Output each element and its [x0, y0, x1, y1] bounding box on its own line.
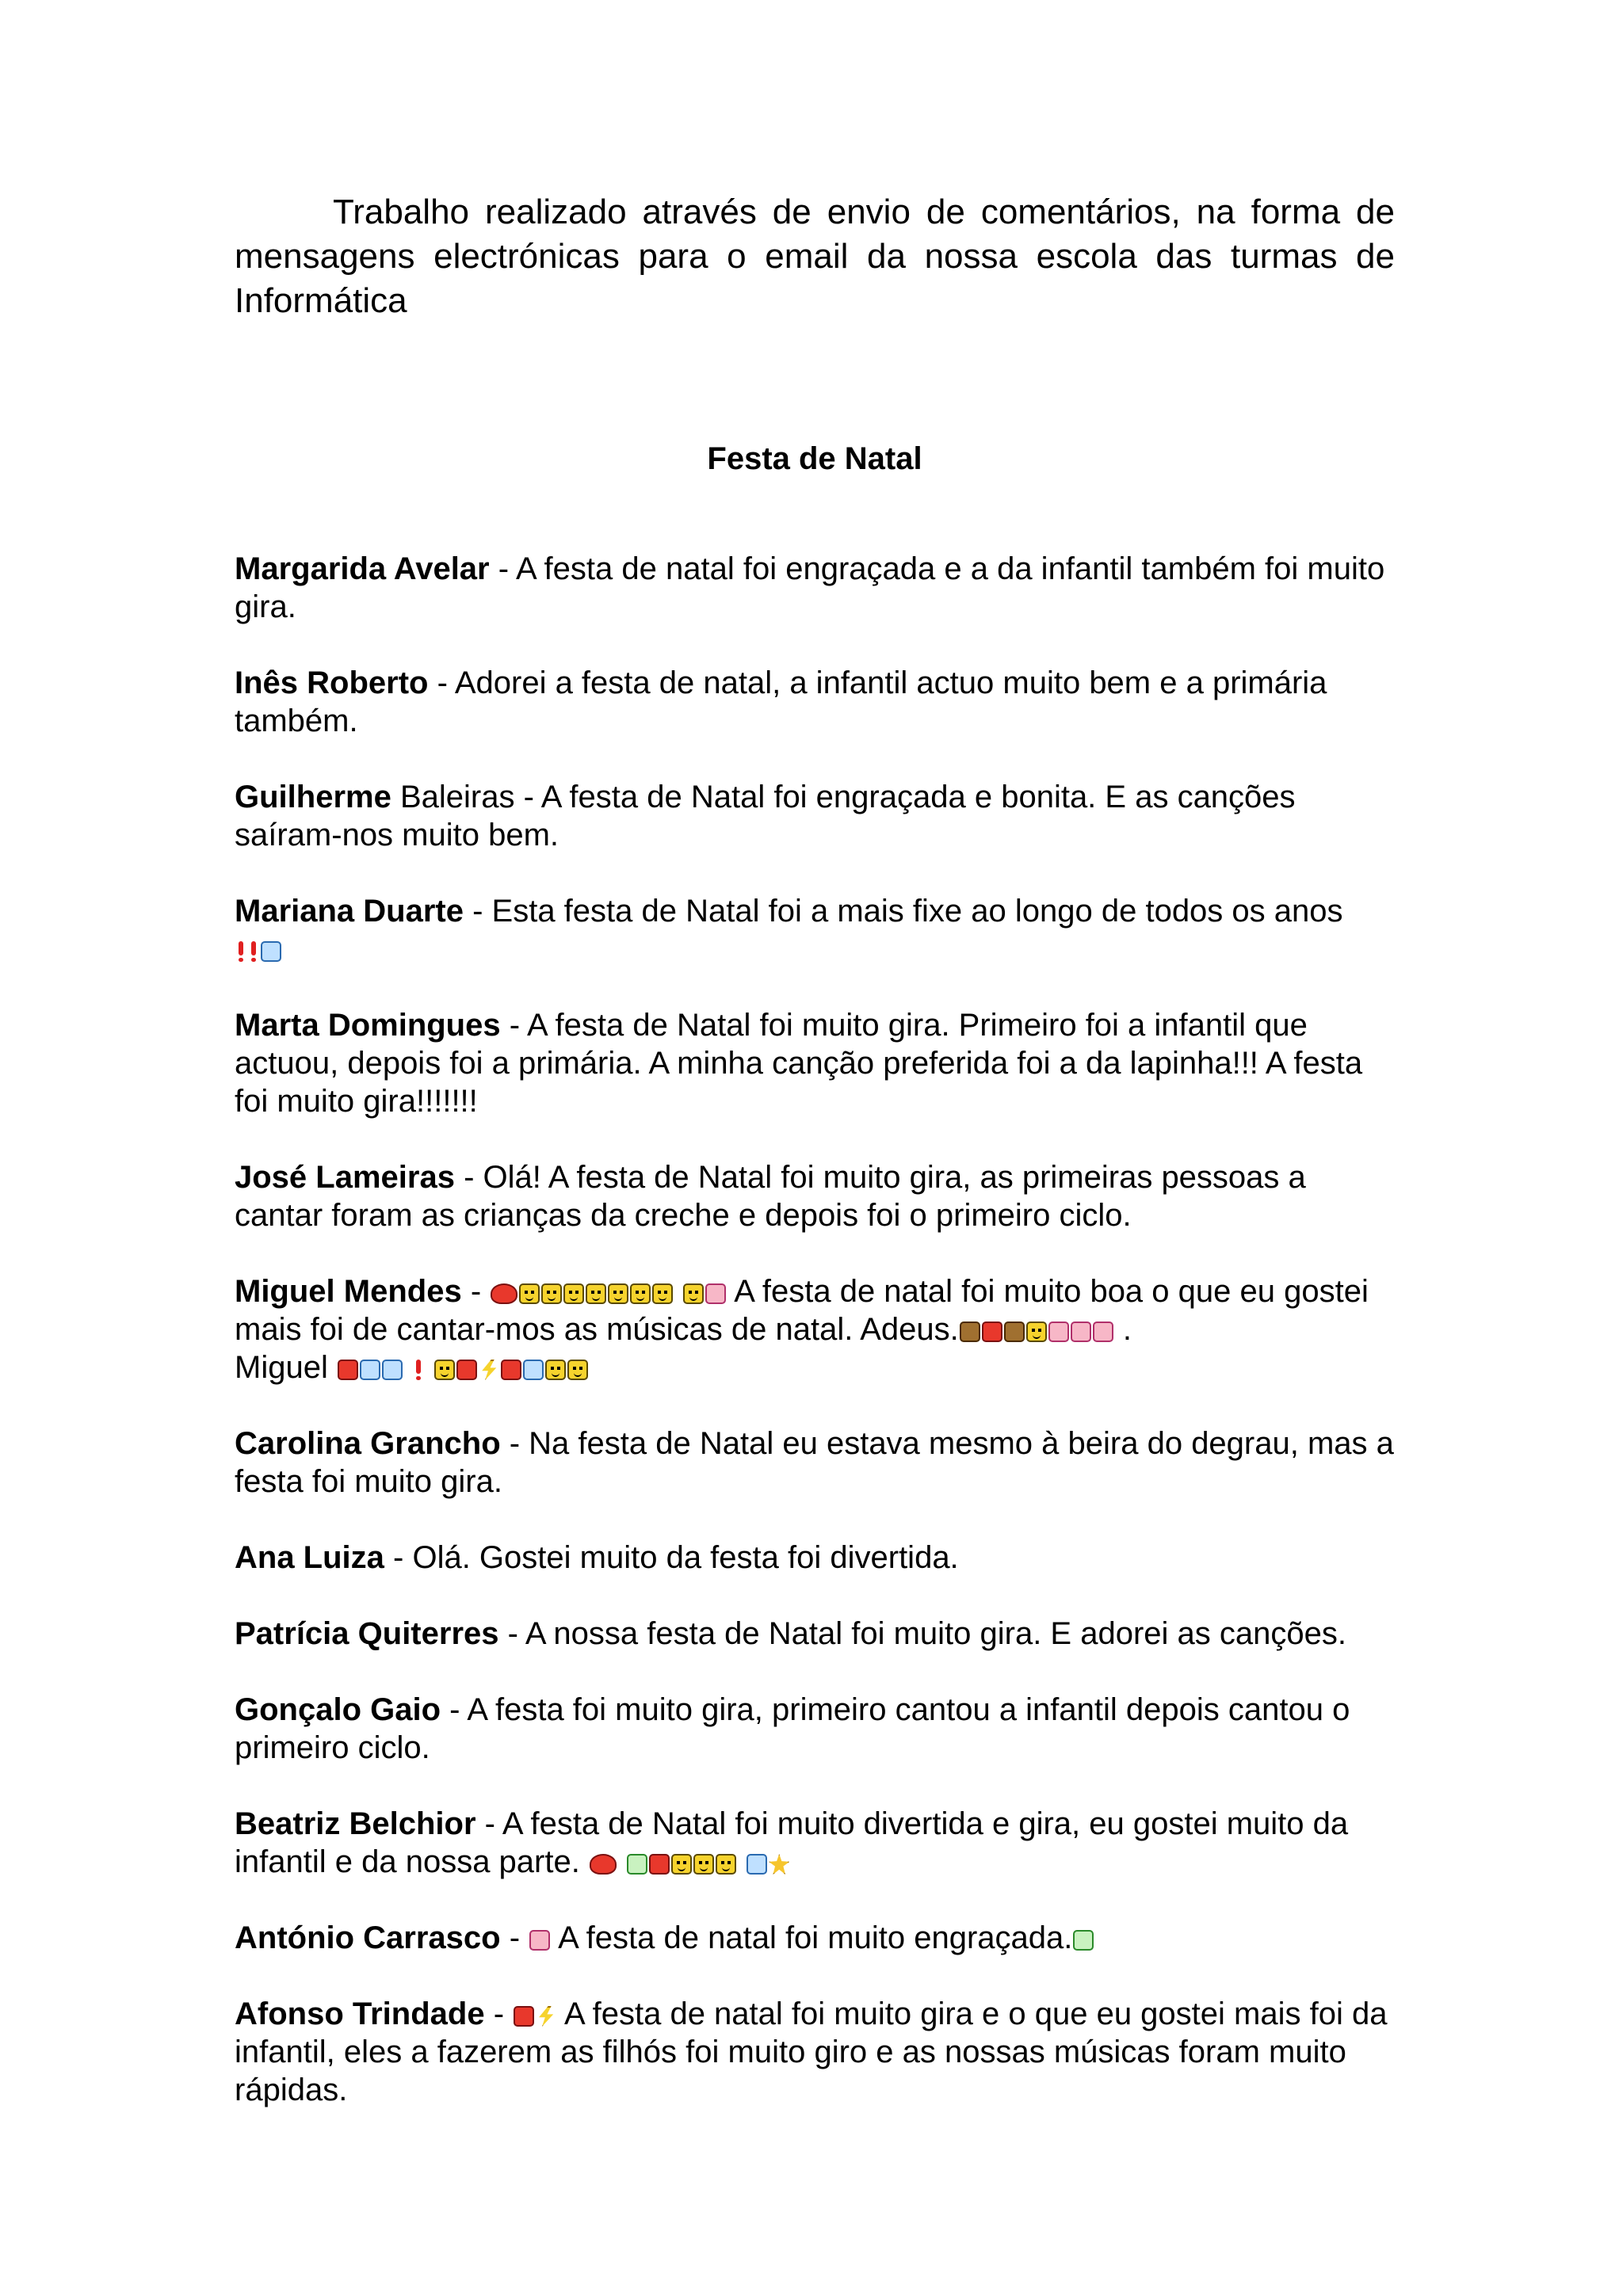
page-title: Festa de Natal	[707, 441, 922, 476]
comment-text: - Esta festa de Natal foi a mais fixe ao longo de todos os anos	[463, 894, 1343, 929]
author-name: Gonçalo Gaio	[235, 1692, 441, 1727]
crab-icon	[491, 1283, 517, 1304]
author-name: Carolina Grancho	[235, 1426, 501, 1461]
comment-text: - A festa de Natal foi muito gira. Primeiro foi a infantil que actuou, depois foi a primária. A minha canção preferida foi a da lapinha!!! A festa foi muito gira!!!!!!!	[235, 1008, 1363, 1119]
snowman-icon	[747, 1854, 767, 1875]
smiley-face-icon	[608, 1283, 628, 1304]
green-face-icon	[1073, 1930, 1094, 1951]
ball-icon	[705, 1283, 726, 1304]
comments-list	[235, 550, 1395, 2147]
angry-face-icon	[1071, 1322, 1091, 1342]
devil-face-icon	[982, 1322, 1002, 1342]
smiley-face-icon	[716, 1854, 736, 1875]
author-name: Marta Domingues	[235, 1008, 501, 1043]
devil-face-icon	[514, 2006, 534, 2027]
smiley-face-icon	[586, 1283, 606, 1304]
author-name: Miguel Mendes	[235, 1274, 462, 1309]
exclamation-icon	[235, 941, 246, 962]
comment-text: -	[484, 1997, 514, 2031]
exclamation-icon	[413, 1360, 424, 1380]
grin-face-icon	[1026, 1322, 1047, 1342]
author-name: Patrícia Quiterres	[235, 1616, 499, 1651]
pile-icon	[1004, 1322, 1025, 1342]
author-name: António Carrasco	[235, 1920, 501, 1955]
comment-text: - Adorei a festa de natal, a infantil actuo muito bem e a primária também.	[235, 666, 1327, 738]
smiley-face-icon	[630, 1283, 651, 1304]
smiley-face-icon	[541, 1283, 562, 1304]
comment-text: - A festa de natal foi engraçada e a da infantil também foi muito gira.	[235, 551, 1385, 624]
devil-face-icon	[456, 1360, 477, 1380]
smiley-face-icon	[683, 1283, 704, 1304]
author-name: Mariana Duarte	[235, 894, 464, 929]
comment-entry	[235, 664, 1395, 740]
lightning-icon	[479, 1360, 499, 1380]
comment-text: -	[500, 1920, 529, 1955]
comment-text: -	[461, 1274, 491, 1309]
star-icon	[769, 1854, 789, 1875]
comment-entry	[235, 892, 1395, 968]
smiley-face-icon	[693, 1854, 714, 1875]
author-name: Inês Roberto	[235, 666, 429, 700]
comment-entry	[235, 1691, 1395, 1767]
snowman-icon	[523, 1360, 544, 1380]
gift-icon	[627, 1854, 647, 1875]
intro-paragraph: Trabalho realizado através de envio de comentários, na forma de mensagens electrónicas para o email da nossa escola das turmas de Informática	[235, 193, 1395, 320]
comment-text: A festa de natal foi muito gira e o que eu gostei mais foi da infantil, eles a fazerem as filhós foi muito giro e as nossas músicas foram muito rápidas.	[235, 1997, 1388, 2107]
comment-entry	[235, 1615, 1395, 1653]
comment-text: A festa de natal foi muito engraçada.	[551, 1920, 1073, 1955]
crown-icon	[567, 1360, 588, 1380]
crab-icon	[590, 1854, 617, 1875]
cake-icon	[649, 1854, 670, 1875]
comment-entry	[235, 1272, 1395, 1386]
smiley-face-icon	[563, 1283, 584, 1304]
cutlery-icon	[360, 1360, 380, 1380]
comment-text: - Olá! A festa de Natal foi muito gira, as primeiras pessoas a cantar foram as crianças da creche e depois foi o primeiro ciclo.	[235, 1160, 1306, 1233]
comment-text: - A festa foi muito gira, primeiro cantou a infantil depois cantou o primeiro ciclo.	[235, 1692, 1350, 1765]
comment-entry	[235, 1805, 1395, 1881]
pink-face-icon	[529, 1930, 550, 1951]
comment-text: .	[1113, 1312, 1132, 1347]
poop-icon	[960, 1322, 980, 1342]
author-name: Beatriz Belchior	[235, 1806, 476, 1841]
comment-entry	[235, 1158, 1395, 1234]
comment-text: - A nossa festa de Natal foi muito gira. E adorei as canções.	[498, 1616, 1346, 1651]
comment-text: - Na festa de Natal eu estava mesmo à beira do degrau, mas a festa foi muito gira.	[235, 1426, 1394, 1499]
smiley-face-icon	[671, 1854, 692, 1875]
comment-text: A festa de natal foi muito boa o que eu gostei mais foi de cantar-mos as músicas de natal. Adeus.	[235, 1274, 1369, 1347]
comment-text: - Olá. Gostei muito da festa foi divertida.	[384, 1540, 959, 1575]
angry-face-icon	[1048, 1322, 1069, 1342]
author-name: Guilherme	[235, 780, 391, 814]
author-name: Afonso Trindade	[235, 1997, 485, 2031]
comment-text: - A festa de Natal foi muito divertida e gira, eu gostei muito da infantil e da nossa parte.	[235, 1806, 1349, 1879]
comment-entry	[235, 1995, 1395, 2109]
author-name: José Lameiras	[235, 1160, 455, 1195]
smiley-face-icon	[652, 1283, 673, 1304]
author-name: Ana Luiza	[235, 1540, 384, 1575]
angry-face-icon	[1093, 1322, 1113, 1342]
comment-entry	[235, 1919, 1395, 1957]
face-icon	[501, 1360, 521, 1380]
exclamation-icon	[248, 941, 259, 962]
smiley-face-icon	[519, 1283, 540, 1304]
comment-entry	[235, 1425, 1395, 1501]
crown-icon	[545, 1360, 566, 1380]
signature-text: Miguel	[235, 1350, 328, 1385]
comment-entry	[235, 550, 1395, 626]
cake-icon	[338, 1360, 358, 1380]
comment-entry	[235, 1006, 1395, 1120]
lightbulb-icon	[434, 1360, 455, 1380]
cool-face-icon	[261, 941, 281, 962]
cocktail-icon	[382, 1360, 403, 1380]
author-name: Margarida Avelar	[235, 551, 490, 586]
comment-entry	[235, 1539, 1395, 1577]
lightning-icon	[536, 2006, 556, 2027]
comment-text: Baleiras - A festa de Natal foi engraçada e bonita. E as canções saíram-nos muito bem.	[235, 780, 1296, 852]
comment-entry	[235, 778, 1395, 854]
